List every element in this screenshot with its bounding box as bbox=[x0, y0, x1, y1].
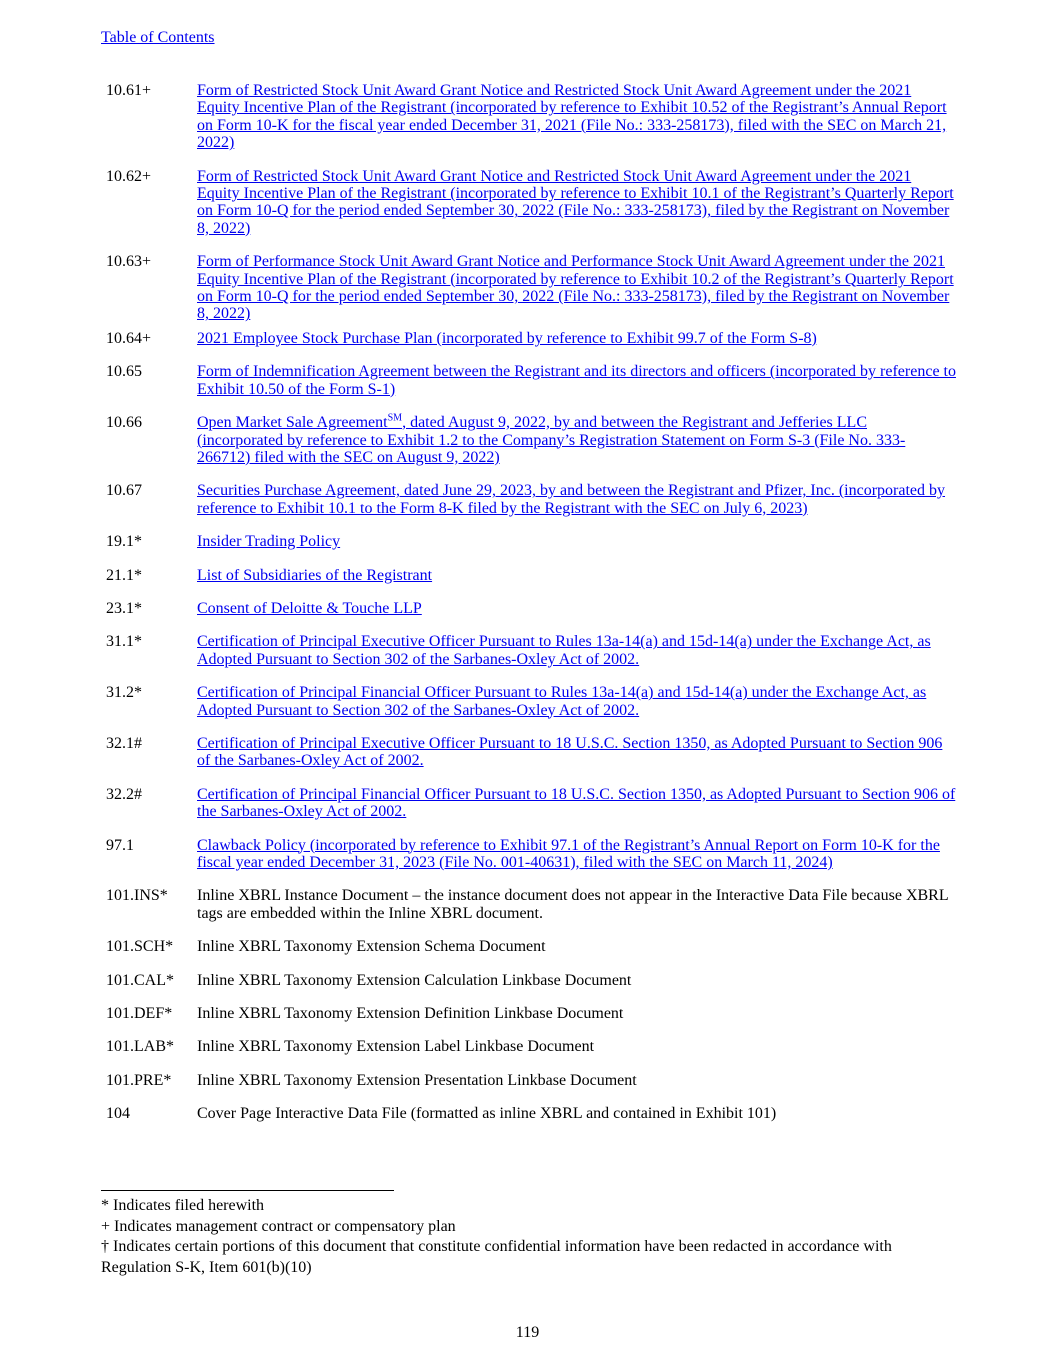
exhibit-row bbox=[106, 253, 956, 323]
exhibit-number: 10.66 bbox=[106, 414, 142, 432]
exhibit-number: 10.63+ bbox=[106, 253, 152, 271]
exhibit-number: 101.DEF* bbox=[106, 1005, 173, 1023]
exhibit-number: 10.62+ bbox=[106, 167, 152, 185]
exhibit-number: 10.61+ bbox=[106, 82, 152, 99]
exhibit-description: Inline XBRL Instance Document – the instance document does not appear in the Interactive Data File because XBRL tags are embedded within the Inline XBRL document. bbox=[197, 887, 949, 922]
exhibit-description: Inline XBRL Taxonomy Extension Presentation Linkbase Document bbox=[197, 1071, 637, 1089]
exhibit-row bbox=[106, 533, 956, 550]
exhibit-link[interactable]: Certification of Principal Financial Officer Pursuant to Rules 13a-14(a) and 15d-14(a) under the Exchange Act, as Adopted Pursuant to Section 302 of the Sarbanes-Oxley Act of 2002. bbox=[197, 684, 927, 719]
exhibit-number: 32.1# bbox=[106, 734, 142, 752]
service-mark: SM bbox=[387, 412, 403, 424]
footnote-divider bbox=[101, 1190, 394, 1191]
exhibit-description: Inline XBRL Taxonomy Extension Schema Document bbox=[197, 938, 546, 956]
exhibit-row bbox=[106, 786, 956, 821]
exhibit-link[interactable]: List of Subsidiaries of the Registrant bbox=[197, 566, 433, 584]
exhibit-number: 97.1 bbox=[106, 836, 134, 854]
exhibit-row bbox=[106, 482, 956, 517]
exhibit-row bbox=[106, 887, 956, 922]
exhibit-number: 19.1* bbox=[106, 533, 142, 551]
exhibit-link[interactable]: Form of Restricted Stock Unit Award Grant Notice and Restricted Stock Unit Award Agreement under the 2021 Equity Incentive Plan of the Registrant (incorporated by reference to Exhibit 10.1 of the Registrant’s Quarterly Report on Form 10-Q for the period ended September 30, 2022 (File No.: 333-258173), filed by the Registrant on November 8, 2022) bbox=[197, 167, 954, 237]
exhibit-number: 21.1* bbox=[106, 566, 142, 584]
exhibit-row bbox=[106, 363, 956, 398]
exhibit-row bbox=[106, 684, 956, 719]
exhibit-row bbox=[106, 82, 956, 152]
exhibit-row bbox=[106, 938, 956, 955]
exhibit-description: Cover Page Interactive Data File (formatted as inline XBRL and contained in Exhibit 101) bbox=[197, 1105, 777, 1123]
exhibit-link[interactable]: Form of Restricted Stock Unit Award Grant Notice and Restricted Stock Unit Award Agreement under the 2021 Equity Incentive Plan of the Registrant (incorporated by reference to Exhibit 10.52 of the Registrant’s Annual Report on Form 10-K for the fiscal year ended December 31, 2021 (File No.: 333-258173), filed with the SEC on March 21, 2022) bbox=[197, 82, 947, 152]
exhibit-link[interactable]: Certification of Principal Executive Officer Pursuant to 18 U.S.C. Section 1350, as Adopted Pursuant to Section 906 of the Sarbanes-Oxley Act of 2002. bbox=[197, 734, 943, 770]
exhibit-link[interactable]: Securities Purchase Agreement, dated June 29, 2023, by and between the Registrant and Pfizer, Inc. (incorporated by reference to Exhibit 10.1 to the Form 8-K filed by the Registrant with the SEC on July 6, 2023) bbox=[197, 482, 946, 517]
exhibit-row bbox=[106, 1072, 956, 1089]
exhibit-link-text: , dated August 9, 2022, by and between the Registrant and Jefferies LLC (incorporated by reference to Exhibit 1.2 to the Company’s Registration Statement on Form S-3 (File No. 333-266712) filed with the SEC on August 9, 2022) bbox=[197, 414, 906, 466]
exhibit-row bbox=[106, 1105, 956, 1122]
exhibit-number: 10.65 bbox=[106, 363, 142, 381]
footnote-filed: * Indicates filed herewith bbox=[101, 1197, 265, 1214]
exhibit-number: 101.SCH* bbox=[106, 938, 174, 956]
exhibit-link-text: Open Market Sale Agreement bbox=[197, 414, 388, 432]
exhibit-row bbox=[106, 1005, 956, 1022]
exhibit-row bbox=[106, 600, 956, 617]
exhibit-number: 101.INS* bbox=[106, 887, 168, 905]
page-number: 119 bbox=[515, 1324, 540, 1341]
exhibit-number: 101.LAB* bbox=[106, 1038, 174, 1056]
exhibit-row bbox=[106, 330, 956, 347]
exhibit-number: 104 bbox=[106, 1105, 130, 1123]
exhibit-row bbox=[106, 735, 956, 770]
footnotes bbox=[101, 1196, 951, 1278]
exhibit-link[interactable]: Certification of Principal Executive Officer Pursuant to Rules 13a-14(a) and 15d-14(a) under the Exchange Act, as Adopted Pursuant to Section 302 of the Sarbanes-Oxley Act of 2002. bbox=[197, 633, 931, 668]
exhibit-row bbox=[106, 414, 956, 466]
exhibit-link[interactable]: Insider Trading Policy bbox=[197, 533, 341, 551]
exhibit-number: 101.PRE* bbox=[106, 1071, 172, 1089]
exhibit-row bbox=[106, 837, 956, 872]
exhibit-number: 101.CAL* bbox=[106, 971, 174, 989]
exhibit-row bbox=[106, 567, 956, 584]
exhibit-link[interactable]: Clawback Policy (incorporated by reference to Exhibit 97.1 of the Registrant’s Annual Report on Form 10-K for the fiscal year ended December 31, 2023 (File No. 001-40631), filed with the SEC on March 11, 2024) bbox=[197, 836, 940, 871]
exhibit-link[interactable]: 2021 Employee Stock Purchase Plan (incorporated by reference to Exhibit 99.7 of the Form S-8) bbox=[197, 329, 817, 347]
exhibit-description: Inline XBRL Taxonomy Extension Calculation Linkbase Document bbox=[197, 971, 632, 989]
exhibit-link[interactable] bbox=[197, 414, 905, 466]
exhibit-row bbox=[106, 972, 956, 989]
exhibit-description: Inline XBRL Taxonomy Extension Label Linkbase Document bbox=[197, 1038, 595, 1056]
exhibit-number: 23.1* bbox=[106, 599, 142, 617]
exhibit-row bbox=[106, 1038, 956, 1055]
exhibit-link[interactable]: Form of Performance Stock Unit Award Grant Notice and Performance Stock Unit Award Agreement under the 2021 Equity Incentive Plan of the Registrant (incorporated by reference to Exhibit 10.2 of the Registrant’s Quarterly Report on Form 10-Q for the period ended September 30, 2022 (File No.: 333-258173), filed by the Registrant on November 8, 2022) bbox=[197, 253, 954, 323]
footnote-redacted: † Indicates certain portions of this document that constitute confidential information have been redacted in accordance with Regulation S-K, Item 601(b)(10) bbox=[101, 1238, 892, 1276]
exhibit-list bbox=[106, 82, 956, 1139]
table-of-contents-link[interactable]: Table of Contents bbox=[101, 29, 215, 46]
exhibit-number: 31.1* bbox=[106, 633, 142, 651]
exhibit-number: 10.67 bbox=[106, 482, 142, 500]
exhibit-link[interactable]: Form of Indemnification Agreement between the Registrant and its directors and officers (incorporated by reference to Exhibit 10.50 of the Form S-1) bbox=[197, 363, 956, 398]
footnote-management: + Indicates management contract or compensatory plan bbox=[101, 1217, 456, 1235]
exhibit-description: Inline XBRL Taxonomy Extension Definition Linkbase Document bbox=[197, 1005, 624, 1023]
exhibit-link[interactable]: Certification of Principal Financial Officer Pursuant to 18 U.S.C. Section 1350, as Adopted Pursuant to Section 906 of the Sarbanes-Oxley Act of 2002. bbox=[197, 785, 956, 821]
exhibit-row bbox=[106, 168, 956, 238]
exhibit-number: 32.2# bbox=[106, 785, 142, 803]
exhibit-row bbox=[106, 633, 956, 668]
exhibit-number: 31.2* bbox=[106, 684, 142, 702]
exhibit-number: 10.64+ bbox=[106, 329, 152, 347]
exhibit-link[interactable]: Consent of Deloitte & Touche LLP bbox=[197, 599, 422, 617]
